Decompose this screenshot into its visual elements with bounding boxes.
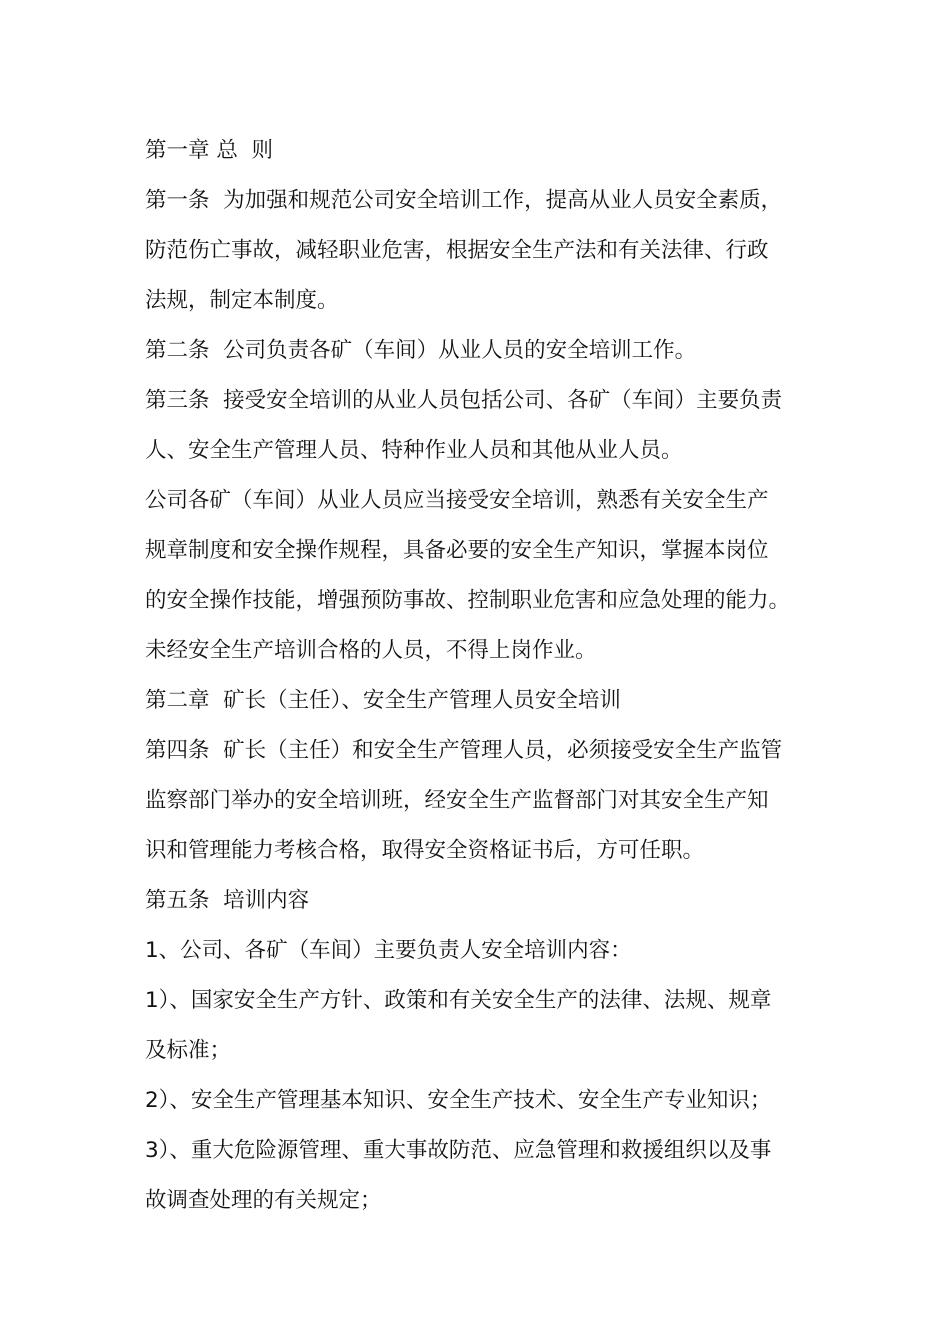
article-4-line-1: 第四条 矿长（主任）和安全生产管理人员，必须接受安全生产监管 bbox=[145, 738, 783, 763]
list-heading-1: 1、公司、各矿（车间）主要负责人安全培训内容： bbox=[145, 938, 632, 963]
article-4-line-2: 监察部门举办的安全培训班，经安全生产监督部门对其安全生产知 bbox=[145, 788, 769, 813]
document-page bbox=[145, 126, 810, 1226]
article-4-line-3: 识和管理能力考核合格，取得安全资格证书后，方可任职。 bbox=[145, 838, 705, 863]
list-item-1-line-2: 及标准； bbox=[145, 1038, 232, 1063]
article-3-line-1: 第三条 接受安全培训的从业人员包括公司、各矿（车间）主要负责 bbox=[145, 388, 783, 413]
article-1-line-3: 法规，制定本制度。 bbox=[145, 288, 339, 313]
article-1-line-1: 第一条 为加强和规范公司安全培训工作，提高从业人员安全素质， bbox=[145, 188, 783, 213]
list-item-3-line-2: 故调查处理的有关规定； bbox=[145, 1188, 382, 1213]
article-1-line-2: 防范伤亡事故，减轻职业危害，根据安全生产法和有关法律、行政 bbox=[145, 238, 769, 263]
list-item-1-line-1: 1）、国家安全生产方针、政策和有关安全生产的法律、法规、规章 bbox=[145, 988, 772, 1013]
chapter-2-heading: 第二章 矿长（主任）、安全生产管理人员安全培训 bbox=[145, 688, 621, 713]
paragraph-line-4: 未经安全生产培训合格的人员，不得上岗作业。 bbox=[145, 638, 597, 663]
list-item-3-line-1: 3）、重大危险源管理、重大事故防范、应急管理和救援组织以及事 bbox=[145, 1138, 772, 1163]
article-3-line-2: 人、安全生产管理人员、特种作业人员和其他从业人员。 bbox=[145, 438, 683, 463]
article-2-line-1: 第二条 公司负责各矿（车间）从业人员的安全培训工作。 bbox=[145, 338, 697, 363]
paragraph-line-3: 的安全操作技能，增强预防事故、控制职业危害和应急处理的能力。 bbox=[145, 588, 791, 613]
paragraph-line-2: 规章制度和安全操作规程，具备必要的安全生产知识，掌握本岗位 bbox=[145, 538, 769, 563]
article-5-heading: 第五条 培训内容 bbox=[145, 888, 310, 913]
chapter-1-heading: 第一章 总 则 bbox=[145, 138, 274, 163]
list-item-2-line-1: 2）、安全生产管理基本知识、安全生产技术、安全生产专业知识； bbox=[145, 1088, 772, 1113]
paragraph-line-1: 公司各矿（车间）从业人员应当接受安全培训，熟悉有关安全生产 bbox=[145, 488, 769, 513]
